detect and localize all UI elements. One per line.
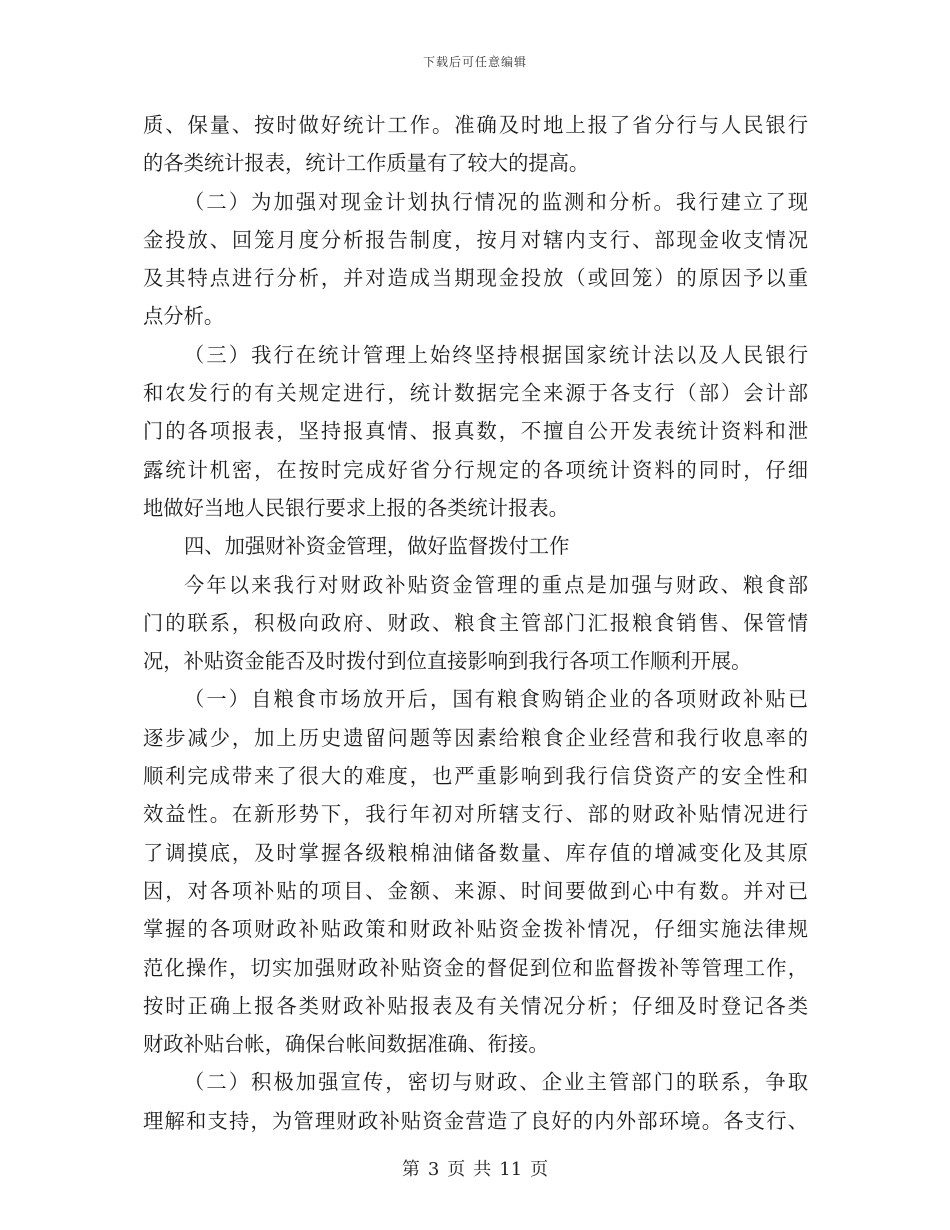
text-line: 况，补贴资金能否及时拨付到位直接影响到我行各项工作顺利开展。 bbox=[143, 649, 752, 674]
text-line: 财政补贴台帐，确保台帐间数据准确、衔接。 bbox=[143, 1032, 549, 1057]
footer-label-ye2: 页 bbox=[530, 1159, 549, 1180]
paragraph-item-2b bbox=[143, 1063, 808, 1140]
text-line: 质、保量、按时做好统计工作。准确及时地上报了省分行与人民银行 bbox=[143, 113, 808, 137]
footer-label-di: 第 bbox=[401, 1159, 420, 1180]
text-line: 地做好当地人民银行要求上报的各类统计报表。 bbox=[143, 495, 569, 520]
text-line: 掌握的各项财政补贴政策和财政补贴资金拨补情况，仔细实施法律规 bbox=[143, 917, 808, 942]
footer-total-pages: 11 bbox=[499, 1159, 523, 1180]
text-line: 的各类统计报表，统计工作质量有了较大的提高。 bbox=[143, 151, 590, 176]
paragraph-continued bbox=[143, 106, 808, 183]
text-line: 金投放、回笼月度分析报告制度，按月对辖内支行、部现金收支情况 bbox=[143, 227, 808, 252]
section-heading-text: 四、加强财补资金管理，做好监督拨付工作 bbox=[184, 534, 570, 559]
text-line: 露统计机密，在按时完成好省分行规定的各项统计资料的同时，仔细 bbox=[143, 457, 808, 482]
text-line: （三）我行在统计管理上始终坚持根据国家统计法以及人民银行 bbox=[184, 342, 808, 367]
text-line: 及其特点进行分析，并对造成当期现金投放（或回笼）的原因予以重 bbox=[143, 266, 808, 291]
text-line: 逐步减少，加上历史遗留问题等因素给粮食企业经营和我行收息率的 bbox=[143, 725, 808, 750]
document-body bbox=[143, 106, 808, 1140]
text-line: 按时正确上报各类财政补贴报表及有关情况分析；仔细及时登记各类 bbox=[143, 993, 808, 1018]
text-line: 了调摸底，及时掌握各级粮棉油储备数量、库存值的增减变化及其原 bbox=[143, 840, 808, 865]
text-line: （二）为加强对现金计划执行情况的监测和分析。我行建立了现 bbox=[184, 189, 808, 214]
text-line: 理解和支持，为管理财政补贴资金营造了良好的内外部环境。各支行、 bbox=[143, 1108, 808, 1133]
text-line: （二）积极加强宣传，密切与财政、企业主管部门的联系，争取 bbox=[184, 1070, 808, 1095]
text-line: 效益性。在新形势下，我行年初对所辖支行、部的财政补贴情况进行 bbox=[143, 802, 808, 827]
text-line: 门的各项报表，坚持报真情、报真数，不擅自公开发表统计资料和泄 bbox=[143, 419, 808, 444]
page-footer bbox=[0, 1155, 950, 1181]
paragraph-item-3 bbox=[143, 336, 808, 527]
section-heading bbox=[143, 527, 808, 565]
footer-label-gong: 共 bbox=[473, 1159, 492, 1180]
footer-page-number: 3 bbox=[427, 1159, 440, 1180]
text-line: 今年以来我行对财政补贴资金管理的重点是加强与财政、粮食部 bbox=[184, 572, 808, 597]
paragraph-item-2 bbox=[143, 183, 808, 336]
text-line: 顺利完成带来了很大的难度，也严重影响到我行信贷资产的安全性和 bbox=[143, 764, 808, 789]
paragraph-item-1 bbox=[143, 680, 808, 1063]
text-line: 点分析。 bbox=[143, 304, 225, 329]
text-line: 范化操作，切实加强财政补贴资金的督促到位和监督拨补等管理工作， bbox=[143, 955, 808, 980]
text-line: 因，对各项补贴的项目、金额、来源、时间要做到心中有数。并对已 bbox=[143, 878, 808, 903]
paragraph-intro bbox=[143, 566, 808, 681]
text-line: 和农发行的有关规定进行，统计数据完全来源于各支行（部）会计部 bbox=[143, 381, 808, 406]
footer-label-ye: 页 bbox=[447, 1159, 466, 1180]
text-line: 门的联系，积极向政府、财政、粮食主管部门汇报粮食销售、保管情 bbox=[143, 610, 808, 635]
text-line: （一）自粮食市场放开后，国有粮食购销企业的各项财政补贴已 bbox=[184, 687, 808, 712]
page-header-note: 下载后可任意编辑 bbox=[422, 55, 527, 69]
